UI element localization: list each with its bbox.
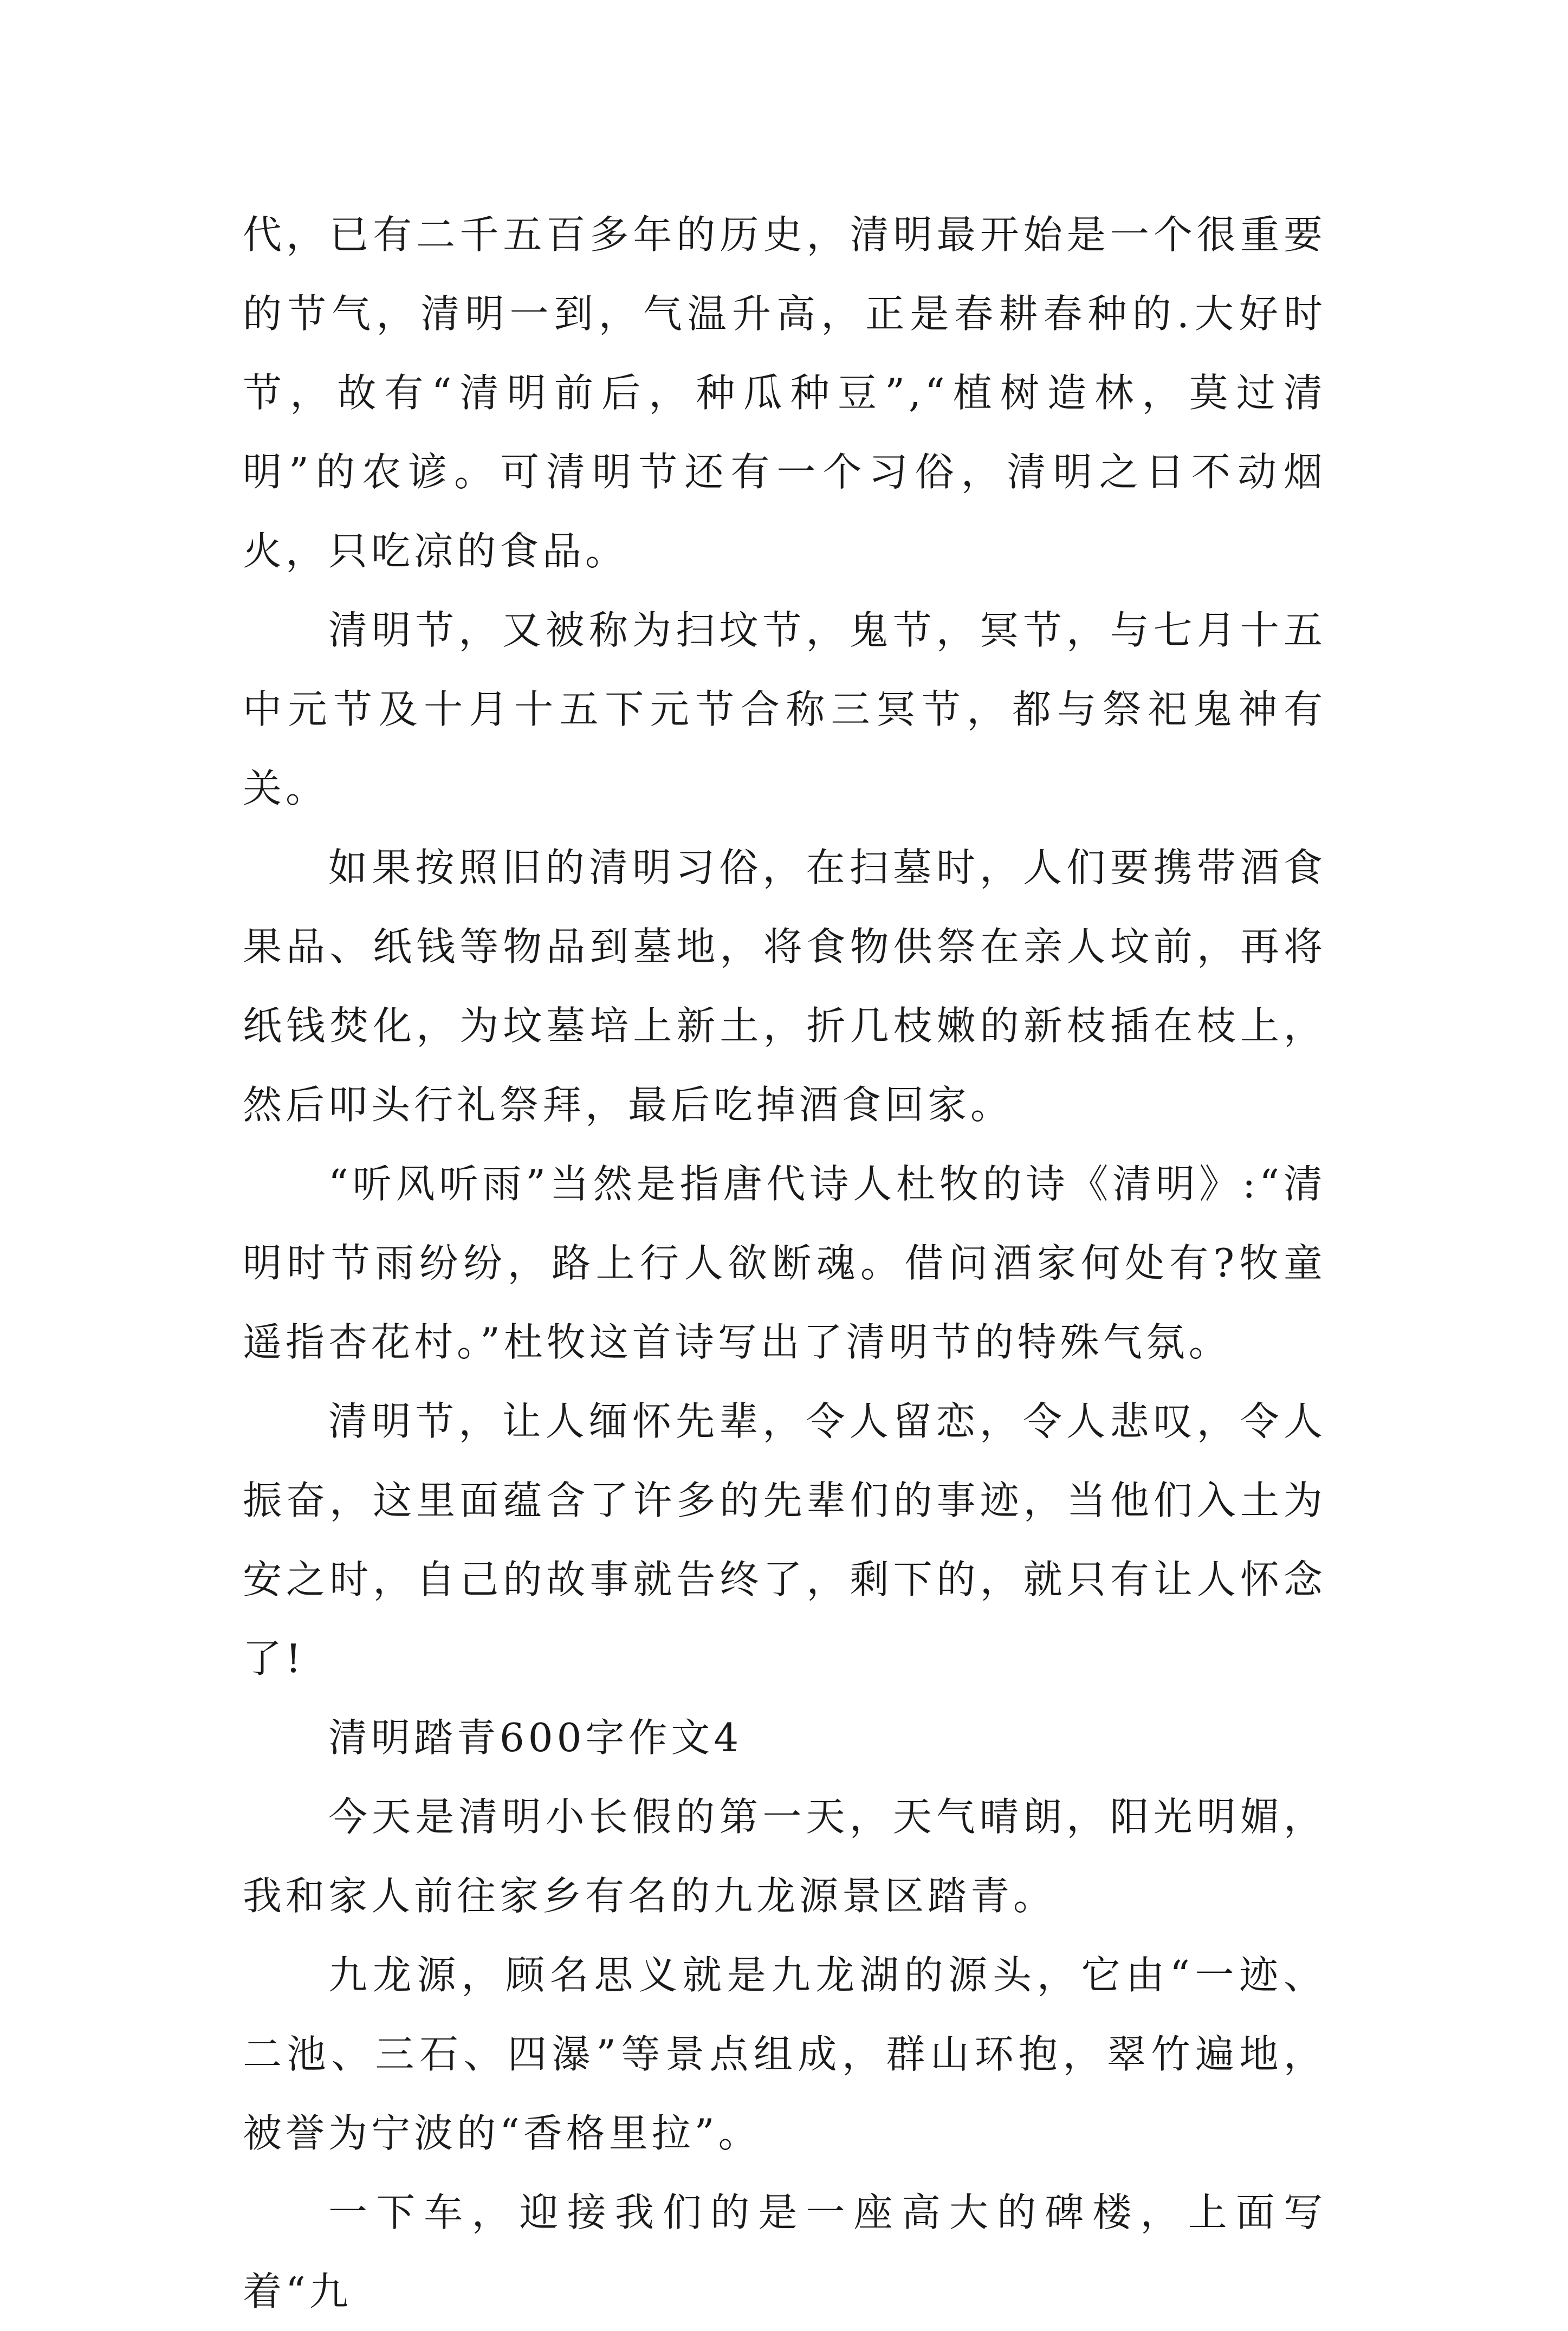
paragraph-history: 代，已有二千五百多年的历史，清明最开始是一个很重要的节气，清明一到，气温升高，正是春耕春种的.大好时节，故有“清明前后，种瓜种豆”,“植树造林，莫过清明”的农谚。可清明节还有一个习俗，清明之日不动烟火，只吃凉的食品。 [243,212,1326,574]
paragraph-tomb-sweeping-names: 清明节，又被称为扫坟节，鬼节，冥节，与七月十五中元节及十月十五下元节合称三冥节，都与祭祀鬼神有关。 [243,607,1326,811]
paragraph-old-customs: 如果按照旧的清明习俗，在扫墓时，人们要携带酒食果品、纸钱等物品到墓地，将食物供祭在亲人坟前，再将纸钱焚化，为坟墓培上新土，折几枝嫩的新枝插在枝上，然后叩头行礼祭拜，最后吃掉酒食回家。 [243,845,1326,1128]
paragraph-jiulongyuan: 九龙源，顾名思义就是九龙湖的源头，它由“一迹、二池、三石、四瀑”等景点组成，群山环抱，翠竹遍地，被誉为宁波的“香格里拉”。 [243,1952,1326,2156]
paragraph-du-mu-poem: “听风听雨”当然是指唐代诗人杜牧的诗《清明》:“清明时节雨纷纷，路上行人欲断魂。借问酒家何处有?牧童遥指杏花村。”杜牧这首诗写出了清明节的特殊气氛。 [243,1161,1326,1365]
paragraph-arrival: 一下车，迎接我们的是一座高大的碑楼，上面写着“九 [243,2190,1326,2314]
paragraph-holiday-trip: 今天是清明小长假的第一天，天气晴朗，阳光明媚，我和家人前往家乡有名的九龙源景区踏青。 [243,1794,1326,1919]
paragraph-remembrance: 清明节，让人缅怀先辈，令人留恋，令人悲叹，令人振奋，这里面蕴含了许多的先辈们的事迹，当他们入土为安之时，自己的故事就告终了，剩下的，就只有让人怀念了! [243,1398,1326,1681]
section-heading: 清明踏青600字作文4 [328,1715,743,1760]
document-body [243,195,1326,2331]
